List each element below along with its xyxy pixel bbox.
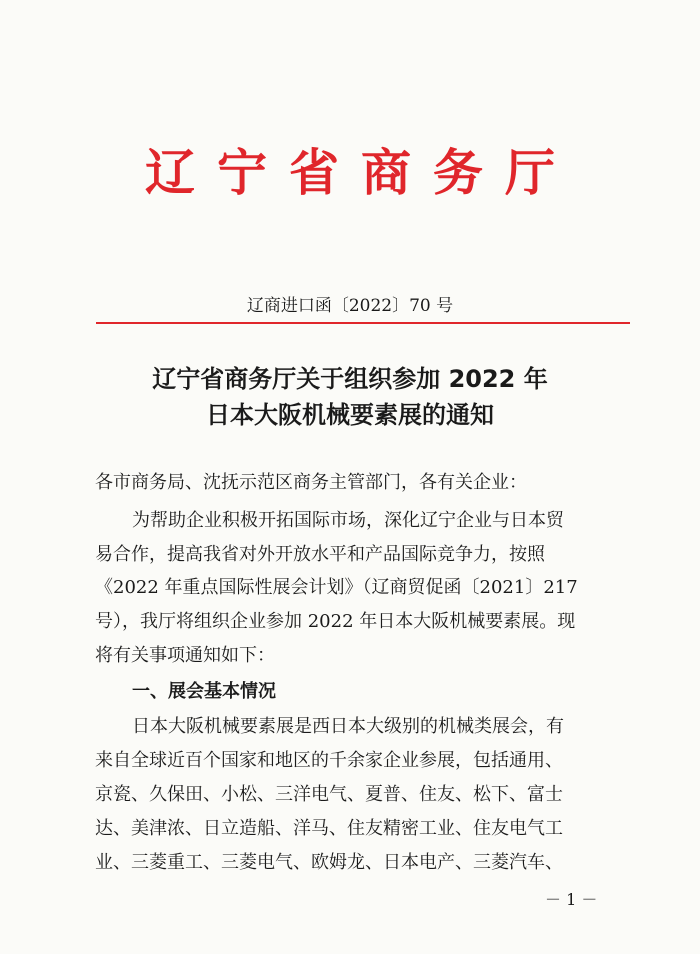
paragraph-2-line: 来自全球近百个国家和地区的千余家企业参展，包括通用、 [95, 750, 563, 771]
document-title-line-1: 辽宁省商务厅关于组织参加 2022 年 [152, 365, 548, 393]
red-divider-line [96, 322, 630, 324]
paragraph-1-line: 号），我厅将组织企业参加 2022 年日本大阪机械要素展。现 [95, 611, 576, 632]
paragraph-2-line: 业、三菱重工、三菱电气、欧姆龙、日本电产、三菱汽车、 [95, 852, 563, 873]
paragraph-2-line: 达、美津浓、日立造船、洋马、住友精密工业、住友电气工 [95, 818, 563, 839]
paragraph-1-line: 为帮助企业积极开拓国际市场，深化辽宁企业与日本贸 [132, 510, 564, 531]
org-header-title: 辽宁省商务厅 [145, 143, 577, 202]
document-title-line-2: 日本大阪机械要素展的通知 [206, 401, 494, 429]
document-number: 辽商进口函〔2022〕70 号 [246, 296, 454, 316]
page-number: － 1 － [545, 890, 598, 909]
section-heading: 一、展会基本情况 [132, 681, 276, 702]
paragraph-1-line: 易合作，提高我省对外开放水平和产品国际竞争力，按照 [95, 544, 545, 565]
salutation: 各市商务局、沈抚示范区商务主管部门，各有关企业： [95, 472, 527, 493]
paragraph-1-line: 将有关事项通知如下： [95, 645, 275, 666]
paragraph-1-line: 《2022 年重点国际性展会计划》（辽商贸促函〔2021〕217 [95, 577, 578, 598]
paragraph-2-line: 京瓷、久保田、小松、三洋电气、夏普、住友、松下、富士 [95, 784, 563, 805]
paragraph-2-line: 日本大阪机械要素展是西日本大级别的机械类展会，有 [132, 716, 564, 737]
